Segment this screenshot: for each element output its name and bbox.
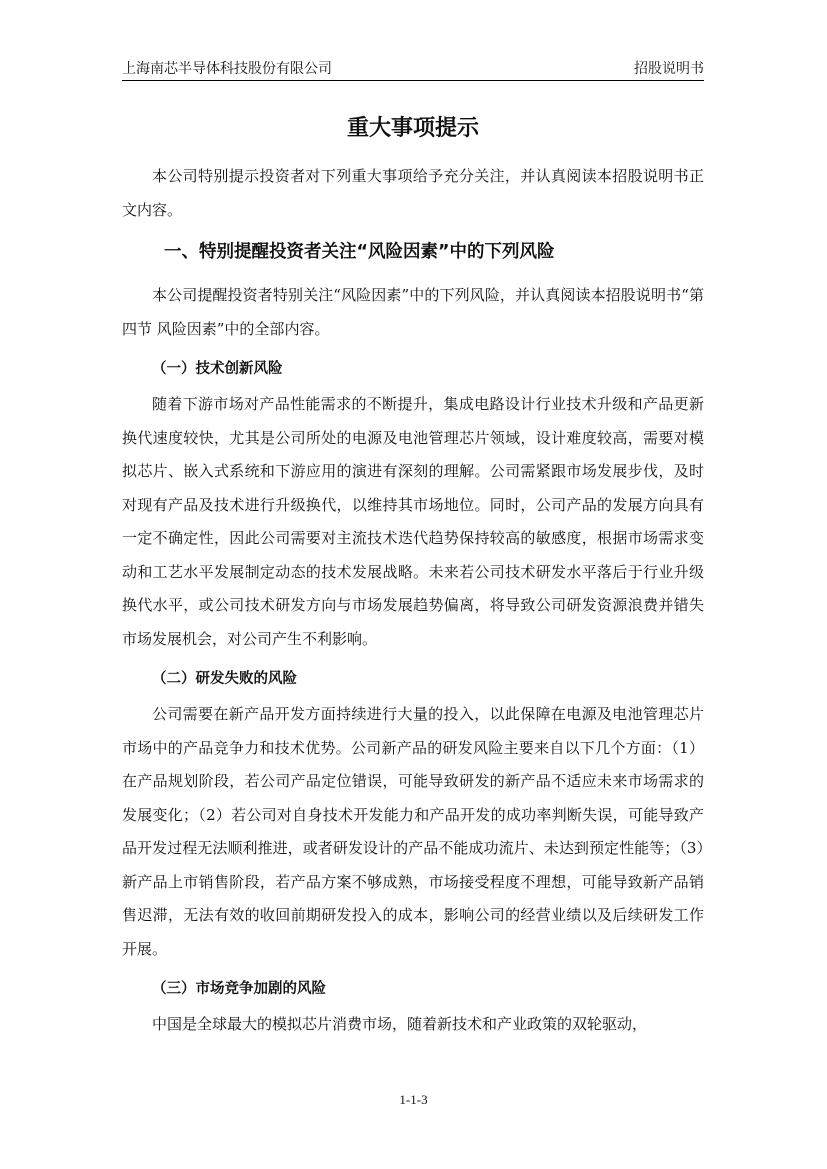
tech-innovation-paragraph: 随着下游市场对产品性能需求的不断提升，集成电路设计行业技术升级和产品更新换代速度较快，尤其是公司所处的电源及电池管理芯片领域，设计难度较高，需要对模拟芯片、嵌入式系统和下游应用的演进有深刻的理解。公司需紧跟市场发展步伐，及时对现有产品及技术进行升级换代，以维持其市场地位。同时，公司产品的发展方向具有一定不确定性，因此公司需要对主流技术迭代趋势保持较高的敏感度，根据市场需求变动和工艺水平发展制定动态的技术发展战略。未来若公司技术研发水平落后于行业升级换代水平，或公司技术研发方向与市场发展趋势偏离，将导致公司研发资源浪费并错失市场发展机会，对公司产生不利影响。 [122,395,704,648]
rd-failure-paragraph: 公司需要在新产品开发方面持续进行大量的投入，以此保障在电源及电池管理芯片市场中的产品竞争力和技术优势。公司新产品的研发风险主要来自以下几个方面：（1）在产品规划阶段，若公司产品定位错误，可能导致研发的新产品不适应未来市场需求的发展变化；（2）若公司对自身技术开发能力和产品开发的成功率判断失误，可能导致产品开发过程无法顺利推进，或者研发设计的产品不能成功流片、未达到预定性能等；（3）新产品上市销售阶段，若产品方案不够成熟，市场接受程度不理想，可能导致新产品销售迟滞，无法有效的收回前期研发投入的成本，影响公司的经营业绩以及后续研发工作开展。 [122,705,704,958]
page-header [122,58,704,81]
subsection-heading-tech-innovation: （一）技术创新风险 [152,361,283,377]
document-type: 招股说明书 [634,61,704,77]
subsection-heading-rd-failure: （二）研发失败的风险 [152,671,297,687]
page-title: 重大事项提示 [346,116,479,141]
section-heading-1: 一、特别提醒投资者关注“风险因素”中的下列风险 [164,242,555,262]
market-competition-paragraph: 中国是全球最大的模拟芯片消费市场，随着新技术和产业政策的双轮驱动， [152,1015,648,1033]
page-content [122,100,704,1042]
company-name: 上海南芯半导体科技股份有限公司 [122,61,332,77]
intro-paragraph: 本公司特别提示投资者对下列重大事项给予充分关注，并认真阅读本招股说明书正文内容。 [122,167,704,219]
page-number: 1-1-3 [399,1092,428,1107]
section-intro-paragraph: 本公司提醒投资者特别关注“风险因素”中的下列风险，并认真阅读本招股说明书“第四节 风险因素”中的全部内容。 [122,286,704,338]
subsection-heading-market-competition: （三）市场竞争加剧的风险 [152,981,326,997]
